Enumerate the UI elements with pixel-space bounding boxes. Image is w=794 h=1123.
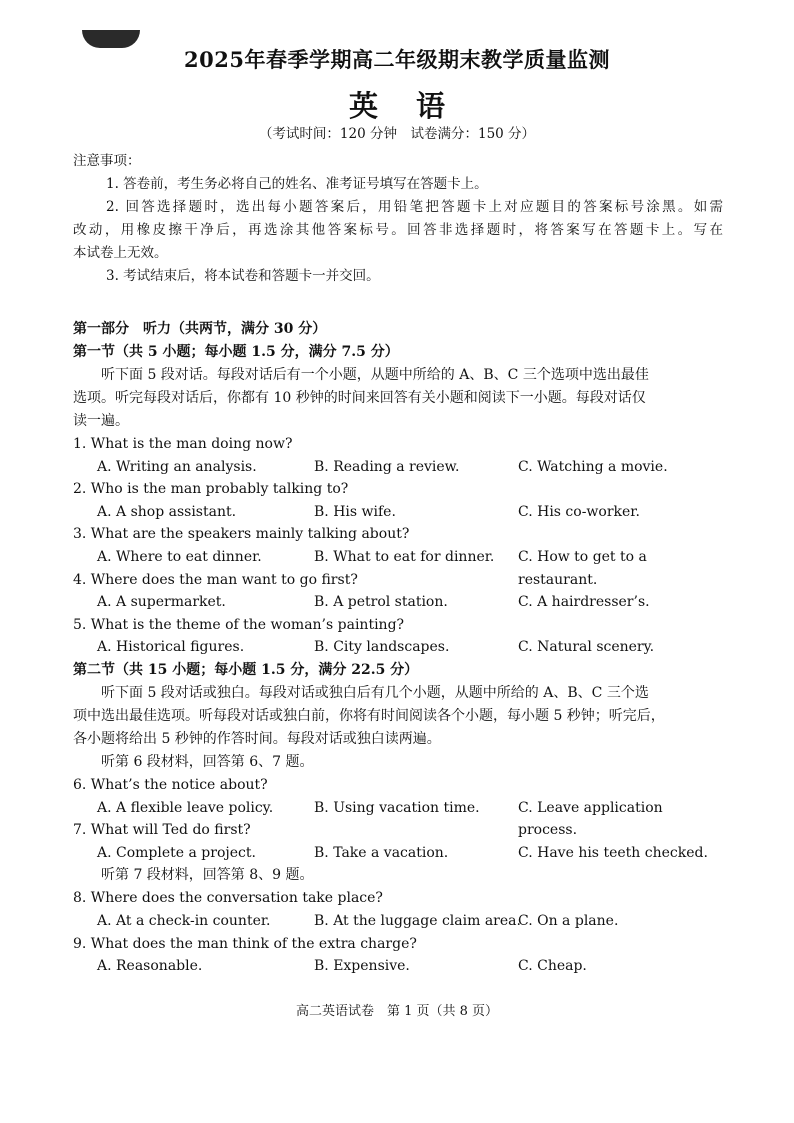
option-a: A. A supermarket.: [97, 594, 226, 611]
question-4: 4. Where does the man want to go first?: [73, 571, 358, 588]
question-9: 9. What does the man think of the extra charge?: [73, 935, 417, 952]
material-6-heading: 听第 6 段材料，回答第 6、7 题。: [101, 753, 314, 770]
option-b: B. Expensive.: [314, 958, 410, 975]
option-b: B. Reading a review.: [314, 458, 460, 475]
page-footer: 高二英语试卷 第 1 页（共 8 页）: [295, 1004, 499, 1019]
option-a: A. A flexible leave policy.: [97, 799, 274, 816]
option-a: A. Historical figures.: [97, 639, 245, 656]
option-c: C. Leave application process.: [518, 799, 663, 839]
option-a: A. Complete a project.: [97, 844, 256, 861]
question-6: 6. What’s the notice about?: [73, 776, 268, 793]
options-9: [73, 955, 725, 978]
option-c: C. A hairdresser’s.: [518, 594, 650, 611]
section1-instruction-1: 听下面 5 段对话。每段对话后有一个小题，从题中所给的 A、B、C 三个选项中选出最佳: [101, 367, 649, 383]
option-b: B. At the luggage claim area.: [314, 912, 521, 929]
option-b: B. City landscapes.: [314, 639, 450, 656]
option-b: B. A petrol station.: [314, 594, 448, 611]
option-b: B. Using vacation time.: [314, 799, 480, 816]
option-b: B. His wife.: [314, 503, 396, 520]
question-7: 7. What will Ted do first?: [73, 822, 251, 839]
section1-heading: 第一节（共 5 小题；每小题 1.5 分，满分 7.5 分）: [73, 344, 399, 360]
notes-heading: 注意事项：: [73, 153, 141, 169]
options-8: [73, 910, 725, 933]
part1-heading: 第一部分 听力（共两节，满分 30 分）: [73, 321, 327, 337]
question-2: 2. Who is the man probably talking to?: [73, 481, 349, 498]
material-7-heading: 听第 7 段材料，回答第 8、9 题。: [101, 867, 314, 884]
exam-info: （考试时间：120 分钟 试卷满分：150 分）: [258, 126, 536, 142]
option-a: A. Where to eat dinner.: [97, 548, 262, 565]
notes-section: [73, 150, 723, 288]
option-c: C. Have his teeth checked.: [518, 844, 708, 861]
option-c: C. On a plane.: [518, 912, 619, 929]
note-item-2-line-3: 本试卷上无效。: [73, 245, 168, 261]
section2-instruction-2: 项中选出最佳选项。听每段对话或独白前，你将有时间阅读各个小题，每小题 5 秒钟；听完后，: [73, 707, 665, 724]
note-item-2-line-1: 2. 回答选择题时，选出每小题答案后，用铅笔把答题卡上对应题目的答案标号涂黑。如需: [106, 199, 723, 215]
option-c: C. Cheap.: [518, 958, 587, 975]
exam-title: 2025年春季学期高二年级期末教学质量监测: [184, 47, 610, 72]
option-a: A. Reasonable.: [97, 958, 203, 975]
options-7: [73, 842, 725, 865]
subject-title: 英 语: [348, 89, 460, 123]
option-c: C. How to get to a restaurant.: [518, 548, 647, 588]
note-item-2-line-2: 改动，用橡皮擦干净后，再选涂其他答案标号。回答非选择题时，将答案写在答题卡上。写在: [73, 222, 723, 238]
section2-heading: 第二节（共 15 小题；每小题 1.5 分，满分 22.5 分）: [73, 661, 419, 678]
option-b: B. Take a vacation.: [314, 844, 449, 861]
note-item-3: 3. 考试结束后，将本试卷和答题卡一并交回。: [106, 268, 380, 284]
option-c: C. Watching a movie.: [518, 458, 668, 475]
listening-part: [73, 318, 725, 978]
section2-instruction-1: 听下面 5 段对话或独白。每段对话或独白后有几个小题，从题中所给的 A、B、C 三个选: [101, 684, 649, 701]
question-1: 1. What is the man doing now?: [73, 436, 293, 452]
options-2: [73, 501, 725, 524]
question-3: 3. What are the speakers mainly talking about?: [73, 526, 410, 543]
options-5: [73, 636, 725, 659]
section2-instruction-3: 各小题将给出 5 秒钟的作答时间。每段对话或独白读两遍。: [73, 730, 441, 747]
option-a: A. At a check-in counter.: [97, 912, 271, 929]
section1-instruction-3: 读一遍。: [73, 413, 129, 429]
question-8: 8. Where does the conversation take place?: [73, 890, 383, 907]
options-4: [73, 591, 725, 614]
option-c: C. His co-worker.: [518, 503, 640, 520]
option-a: A. A shop assistant.: [97, 503, 237, 520]
option-c: C. Natural scenery.: [518, 639, 655, 656]
note-item-1: 1. 答卷前，考生务必将自己的姓名、准考证号填写在答题卡上。: [106, 176, 488, 192]
section1-instruction-2: 选项。听完每段对话后，你都有 10 秒钟的时间来回答有关小题和阅读下一小题。每段对话仅: [73, 390, 646, 406]
option-b: B. What to eat for dinner.: [314, 548, 495, 565]
options-1: [73, 456, 725, 479]
option-a: A. Writing an analysis.: [97, 458, 257, 475]
question-5: 5. What is the theme of the woman’s painting?: [73, 616, 405, 633]
